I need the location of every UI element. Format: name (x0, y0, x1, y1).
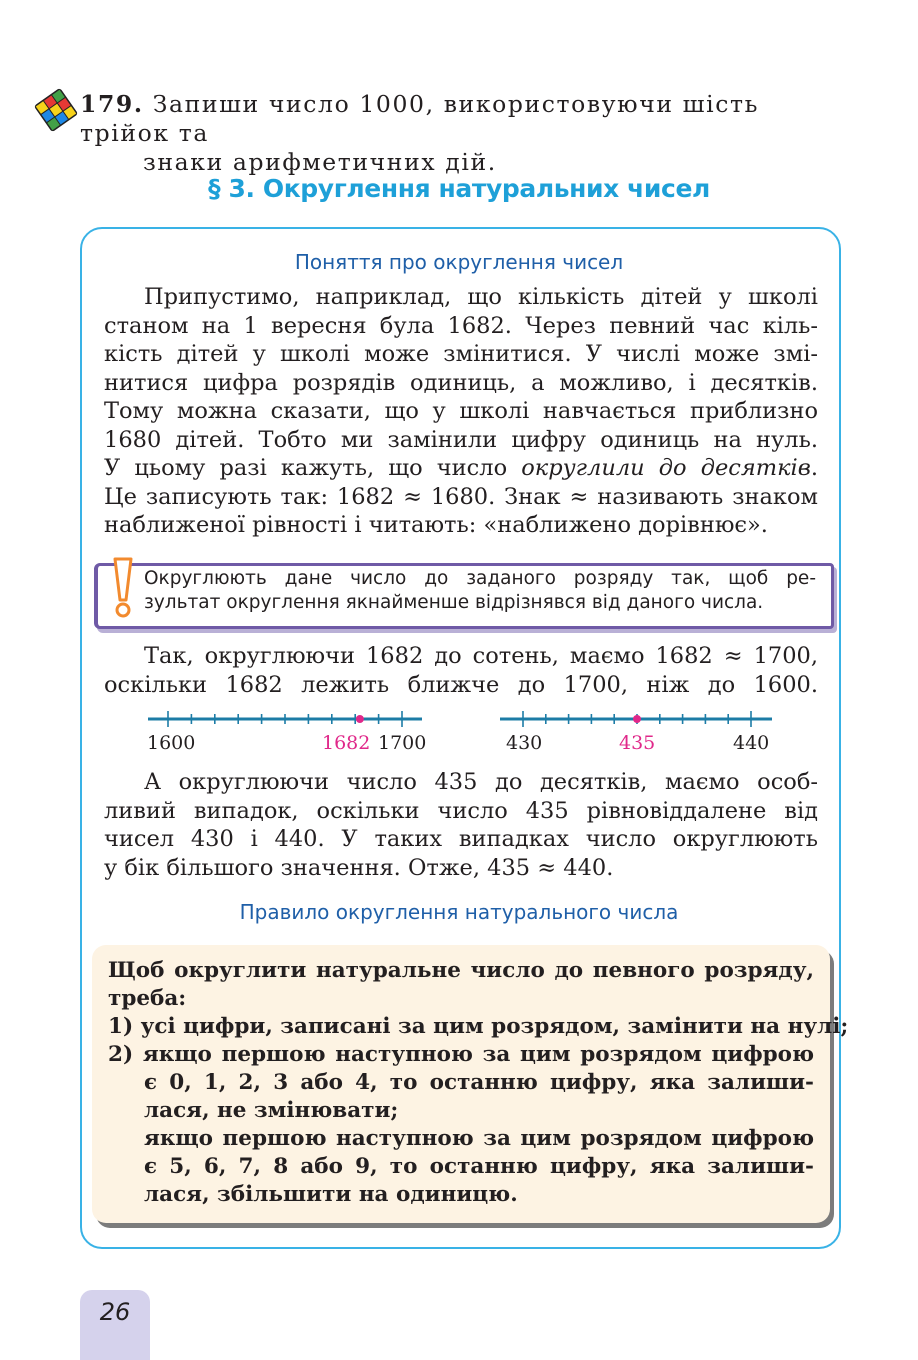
example-2-line: чисел 430 і 440. У таких випадках число округлюють (104, 826, 818, 852)
number-line-1-start-label: 1600 (147, 732, 196, 754)
concept-line-rounded-tens (104, 454, 818, 483)
number-line-2-end-label: 440 (733, 732, 770, 754)
note-text (144, 567, 816, 615)
note-line-2: зультат округлення якнайменше відрізнявся від даного числа. (144, 592, 764, 613)
concept-line: станом на 1 вересня була 1682. Через певний час кіль- (104, 312, 818, 339)
concept-line: наближеної рівності і читають: «наближено дорівнює». (104, 512, 768, 538)
number-line-2-mark-label: 435 (619, 732, 656, 754)
rule-heading: Правило округлення натурального числа (239, 900, 679, 924)
exercise-text-line-2: знаки арифметичних дій. (143, 148, 497, 176)
concept-line: 1680 дітей. Тобто ми замінили цифру одиниць на нуль. (104, 426, 818, 453)
rubik-cube-icon (34, 88, 78, 132)
rule-line: є 0, 1, 2, 3 або 4, то останню цифру, яка залиши- (144, 1070, 814, 1095)
rule-line: лася, збільшити на одиницю. (144, 1182, 518, 1207)
note-line-1: Округлюють дане число до заданого розряду так, щоб ре- (144, 568, 816, 589)
example-2-line: ливий випадок, оскільки число 435 рівновіддалене від (104, 797, 818, 824)
exercise-179 (80, 90, 850, 177)
example-2-paragraph (104, 768, 818, 882)
exercise-text-line-1: Запиши число 1000, використовуючи шість трійок та (80, 90, 759, 147)
example-1-paragraph (104, 642, 818, 699)
number-lines (140, 705, 790, 735)
number-line-2-start-label: 430 (506, 732, 543, 754)
section-title: § 3. Округлення натуральних чисел (208, 174, 710, 203)
rule-line: лася, не змінювати; (144, 1098, 399, 1123)
number-line-2-mark-point (633, 715, 641, 723)
concept-paragraph (104, 283, 818, 540)
example-2-line: у бік більшого значення. Отже, 435 ≈ 440. (104, 854, 614, 881)
concept-line: Припустимо, наприклад, що кількість дітей у школі (144, 284, 818, 310)
rule-text (108, 957, 849, 1209)
rule-line: треба: (108, 986, 187, 1011)
concept-line-7-prefix: У цьому разі кажуть, що число (104, 455, 522, 481)
example-2-line: А округлюючи число 435 до десятків, маємо особ- (144, 769, 818, 795)
exclamation-icon (110, 556, 136, 620)
concept-line-7-suffix: . (810, 455, 818, 481)
number-line-1-end-label: 1700 (378, 732, 427, 754)
concept-heading: Поняття про округлення чисел (294, 250, 624, 274)
concept-line: нитися цифра розрядів одиниць, а можливо, і десятків. (104, 369, 818, 396)
rule-line: 1) усі цифри, записані за цим розрядом, замінити на нулі; (108, 1014, 849, 1039)
number-line-1-mark-label: 1682 (322, 732, 371, 754)
example-1-line-1: Так, округлюючи 1682 до сотень, маємо 1682 ≈ 1700, (144, 643, 818, 669)
number-line-1-mark-point (356, 715, 364, 723)
rule-line: Щоб округлити натуральне число до певного розряду, (108, 958, 814, 983)
concept-line: Тому можна сказати, що у школі навчається приблизно (104, 398, 818, 424)
concept-term-italic: округлили до десятків (521, 455, 811, 481)
rule-line: якщо першою наступною за цим розрядом цифрою (144, 1126, 814, 1151)
page-number: 26 (99, 1298, 131, 1326)
concept-line: Це записують так: 1682 ≈ 1680. Знак ≈ називають знаком (104, 483, 818, 510)
exercise-number: 179. (80, 90, 144, 118)
rule-line: 2) якщо першою наступною за цим розрядом цифрою (108, 1042, 814, 1067)
concept-line: кість дітей у школі може змінитися. У числі може змі- (104, 341, 818, 367)
example-1-line-2: оскільки 1682 лежить ближче до 1700, ніж до 1600. (104, 671, 818, 698)
rule-line: є 5, 6, 7, 8 або 9, то останню цифру, яка залиши- (144, 1154, 814, 1179)
